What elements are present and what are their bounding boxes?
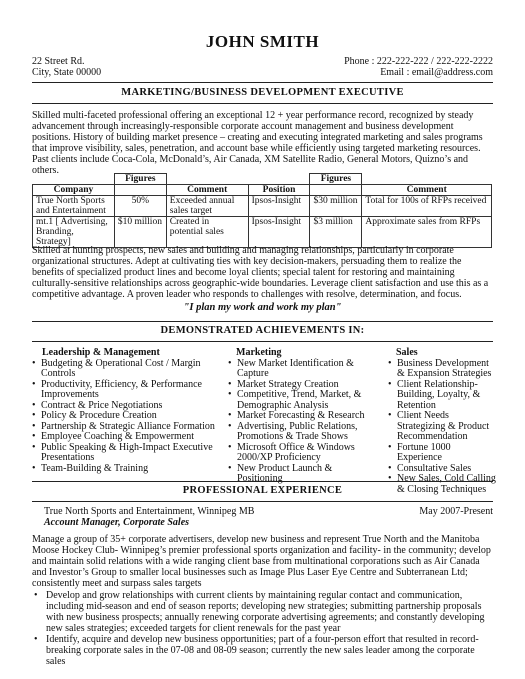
table-cell: $30 million [310, 196, 362, 217]
list-item: • Client Relationship-Building, Loyalty, & Retention [388, 380, 498, 412]
table-cell: Total for 100s of RFPs received [362, 196, 492, 217]
list-item: • Contract & Price Negotiations [32, 401, 217, 412]
table-cell: Ipsos-Insight [248, 217, 310, 248]
email-line: Email : email@address.com [380, 67, 493, 78]
list-item: • Client Needs Strategizing & Product Recommendation [388, 411, 498, 443]
achievements-column-marketing [228, 348, 378, 485]
list-item: • Budgeting & Operational Cost / Margin Controls [32, 359, 217, 380]
experience-title: PROFESSIONAL EXPERIENCE [182, 485, 343, 496]
summary-paragraph: Skilled multi-faceted professional offering an exceptional 12 + year performance record, recognized by steady advancement through increasingly-responsible corporate account management and business development positions. History of building market presence – creating and executing integrated marketing and sales programs that improve visibility, sales, penetration, and account base while efficiently using targeted marketing resources. Past clients include Coca-Cola, McDonald’s, Air Canada, XM Satellite Radio, General Motors, Quizno’s and others. [32, 110, 483, 176]
contact-block [344, 56, 493, 78]
achievement-list [32, 359, 217, 475]
list-item: • Identify, acquire and develop new business opportunities; part of a four-person effort that resulted in record-breaking corporate sales in the 07-08 and 08-09 season; currently the new sales leader among the corporate sales [32, 634, 494, 667]
figures-table-header-row [33, 185, 492, 196]
list-item: • Partnership & Strategic Alliance Formation [32, 422, 217, 433]
figures-label: Figures [114, 174, 166, 185]
table-cell: Created in potential sales [166, 217, 248, 248]
figures-table [32, 173, 492, 248]
experience-bullets [32, 590, 494, 667]
list-item: • Develop and grow relationships with current clients by maintaining regular contact and communication, including mid-season and end of season reports; developing new strategies; submitting partnership proposals with new business prospects; annually renewing corporate advertising agreements; and constantly developing new sales strategies; exceeded targets for client renewals for the past year [32, 590, 494, 634]
summary-title: MARKETING/BUSINESS DEVELOPMENT EXECUTIVE [121, 87, 404, 98]
divider-summary [32, 103, 493, 104]
achievement-list [388, 359, 498, 496]
table-cell: Ipsos-Insight [248, 196, 310, 217]
figures-label: Figures [310, 174, 362, 185]
divider-experience-bottom [32, 501, 493, 502]
column-header: Comment [166, 185, 248, 196]
list-item: • New Market Identification & Capture [228, 359, 378, 380]
achievement-list [228, 359, 378, 485]
achievements-title: DEMONSTRATED ACHIEVEMENTS IN: [160, 325, 365, 336]
list-item: • New Sales, Cold Calling & Closing Techniques [388, 474, 498, 495]
list-item: • Employee Coaching & Empowerment [32, 432, 217, 443]
list-item: • Public Speaking & High-Impact Executive Presentations [32, 443, 217, 464]
list-item: • Business Development & Expansion Strategies [388, 359, 498, 380]
job-role: Account Manager, Corporate Sales [44, 517, 190, 528]
list-item: • Microsoft Office & Windows 2000/XP Proficiency [228, 443, 378, 464]
column-heading: Sales [396, 347, 418, 358]
list-item: • Market Strategy Creation [228, 380, 378, 391]
skills-paragraph: Skilled at hunting prospects, new sales and building and managing relationships, particularly in corporate organizational structures. Adept at cultivating ties with key decision-makers, persuading them to realize the benefits of specialized product lines and become loyal clients; special talent for restoring and maintaining culturally-sensitive relationships across geographic-wide boundaries. Leverage client satisfaction and use this as a competitive advantage. A proven leader who responds to challenges with resolve, determination, and focus. [32, 245, 489, 300]
address-street: 22 Street Rd. [32, 56, 85, 67]
employment-dates: May 2007-Present [419, 506, 493, 517]
list-item: • Market Forecasting & Research [228, 411, 378, 422]
column-header [114, 185, 166, 196]
column-heading: Marketing [236, 347, 282, 358]
address-city: City, State 00000 [32, 67, 102, 78]
list-item: • Policy & Procedure Creation [32, 411, 217, 422]
column-header: Comment [362, 185, 492, 196]
list-item: • Competitive, Trend, Market, & Demographic Analysis [228, 390, 378, 411]
column-header: Position [248, 185, 310, 196]
divider-achievements-bottom [32, 341, 493, 342]
column-header: Company [33, 185, 115, 196]
list-item: • Team-Building & Training [32, 464, 217, 475]
column-heading: Leadership & Management [42, 347, 160, 358]
table-cell: Exceeded annual sales target [166, 196, 248, 217]
table-cell: Approximate sales from RFPs [362, 217, 492, 248]
table-row [33, 196, 492, 217]
employer-name: True North Sports and Entertainment, Winnipeg MB [44, 506, 255, 517]
achievements-column-leadership [32, 348, 217, 474]
table-cell: $10 million [114, 217, 166, 248]
table-cell: True North Sports and Entertainment [33, 196, 115, 217]
table-row [33, 217, 492, 248]
list-item: • Productivity, Efficiency, & Performance Improvements [32, 380, 217, 401]
phone-line: Phone : 222-222-222 / 222-222-2222 [344, 56, 493, 67]
motto-quote: "I plan my work and work my plan" [183, 302, 342, 313]
divider-top [32, 82, 493, 83]
list-item: • Advertising, Public Relations, Promotions & Trade Shows [228, 422, 378, 443]
list-item: • New Product Launch & Positioning [228, 464, 378, 485]
table-cell: mt.1 [ Advertising, Branding, Strategy] [33, 217, 115, 248]
column-header [310, 185, 362, 196]
list-item: • Fortune 1000 Experience [388, 443, 498, 464]
divider-achievements [32, 321, 493, 322]
figures-table-label-row [33, 174, 492, 185]
table-cell: $3 million [310, 217, 362, 248]
table-cell: 50% [114, 196, 166, 217]
list-item: • Consultative Sales [388, 464, 498, 475]
candidate-name: JOHN SMITH [205, 32, 320, 51]
address-block [32, 56, 101, 78]
experience-paragraph: Manage a group of 35+ corporate advertisers, develop new business and represent True North and the Manitoba Moose Hockey Club- Winnipeg’s premier professional sports organization and facility- in the community; develop and maintain solid relations with a wide ranging client base from multinational corporations such as Air Canada and Investor’s Group to smaller local businesses such as Image Plus Laser Eye Centre and Subterranean Ltd; consistently meet and surpass sales targets [32, 534, 491, 589]
achievements-column-sales [388, 348, 498, 495]
divider-experience [32, 481, 493, 482]
